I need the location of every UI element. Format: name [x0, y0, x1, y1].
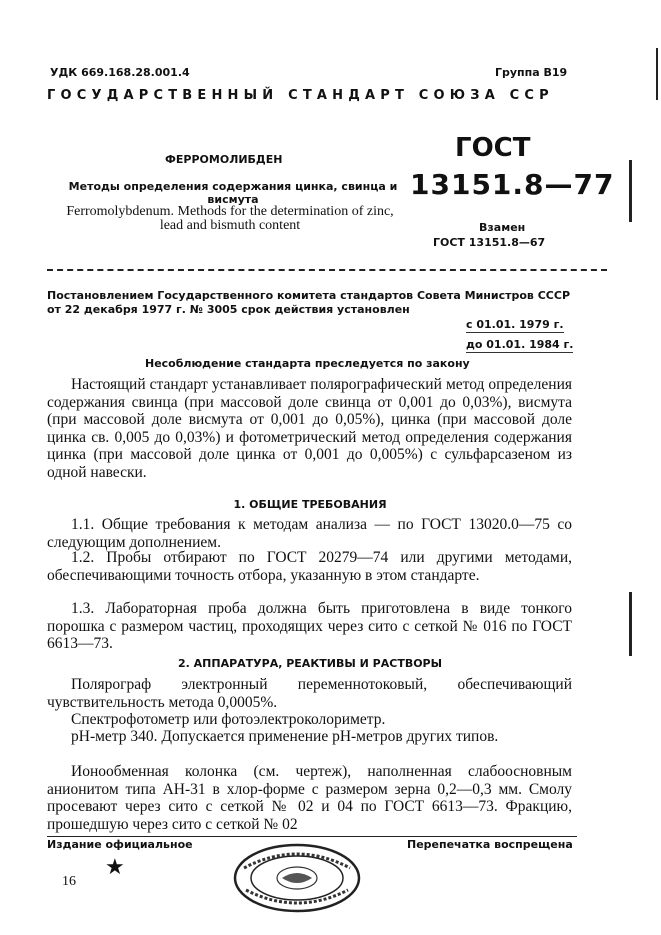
paragraph-2-spectrophotometer: Спектрофотометр или фотоэлектроколориметр. [71, 711, 386, 728]
reprint-notice: Перепечатка воспрещена [407, 838, 573, 851]
scan-edge-mark [656, 48, 658, 100]
replace-value: ГОСТ 13151.8—67 [433, 236, 546, 249]
gost-label: ГОСТ [455, 133, 531, 163]
scan-edge-mark [629, 592, 632, 656]
state-standard-banner: ГОСУДАРСТВЕННЫЙ СТАНДАРТ СОЮЗА ССР [47, 88, 554, 103]
replace-label: Взамен [479, 221, 526, 234]
udk-code: УДК 669.168.28.001.4 [50, 66, 190, 79]
document-subtitle-english: Ferromolybdenum. Methods for the determination of zinc, lead and bismuth content [66, 204, 394, 233]
paragraph-1-3: 1.3. Лабораторная проба должна быть приготовлена в виде тонкого порошка с размером частиц, проходящих через сито с сеткой № 016 по ГОСТ 6613—73. [47, 600, 572, 653]
decree-text: Постановлением Государственного комитета стандартов Совета Министров СССР от 22 декабря 1977 г. № 3005 срок действия установлен [47, 289, 570, 316]
paragraph-2-ion-exchange-column: Ионообменная колонка (см. чертеж), наполненная слабоосновным анионитом типа АН-31 в хлор-форме с размером зерна 0,2—0,3 мм. Смолу просевают через сито с сеткой № 02 и 04 по ГОСТ 6613—73. Фракцию, прошедшую через сито с сеткой № 02 [47, 763, 572, 833]
section-2-heading: 2. АППАРАТУРА, РЕАКТИВЫ И РАСТВОРЫ [177, 657, 443, 670]
paragraph-1-1: 1.1. Общие требования к методам анализа — по ГОСТ 13020.0—75 со следующим дополнением. [47, 516, 572, 551]
effective-to-date: до 01.01. 1984 г. [466, 338, 574, 351]
intro-paragraph: Настоящий стандарт устанавливает полярографический метод определения содержания свинца (при массовой доле свинца от 0,001 до 0,03%), висмута (при массовой доле висмута от 0,001 до 0,05%), цинка (при массовой доле цинка св. 0,005 до 0,03%) и фотометрический метод определения содержания цинка (при массовой доле цинка от 0,001 до 0,005%) с сульфарсазеном из одной навески. [47, 376, 572, 481]
penalty-notice: Несоблюдение стандарта преследуется по закону [145, 357, 470, 370]
effective-from-date: с 01.01. 1979 г. [466, 318, 564, 331]
page-number: 16 [62, 874, 76, 889]
document-title: ФЕРРОМОЛИБДЕН [165, 153, 283, 166]
star-icon: ★ [105, 854, 125, 879]
footer-divider [47, 836, 577, 837]
paragraph-2-polarograph: Полярограф электронный переменнотоковый, обеспечивающий чувствительность метода 0,0005%. [47, 676, 572, 711]
group-code: Группа В19 [495, 66, 568, 79]
paragraph-2-ph-meter: рН-метр 340. Допускается применение рН-метров других типов. [71, 728, 499, 745]
gost-number: 13151.8—77 [410, 168, 615, 201]
scan-edge-mark [629, 160, 632, 222]
header-divider [47, 269, 607, 271]
section-1-heading: 1. ОБЩИЕ ТРЕБОВАНИЯ [233, 498, 387, 511]
edition-label: Издание официальное [47, 838, 193, 851]
paragraph-1-2: 1.2. Пробы отбирают по ГОСТ 20279—74 или другими методами, обеспечивающими точность отбора, указанную в этом стандарте. [47, 549, 572, 584]
document-subtitle: Методы определения содержания цинка, свинца и висмута [68, 180, 398, 206]
library-stamp-icon [232, 842, 362, 919]
